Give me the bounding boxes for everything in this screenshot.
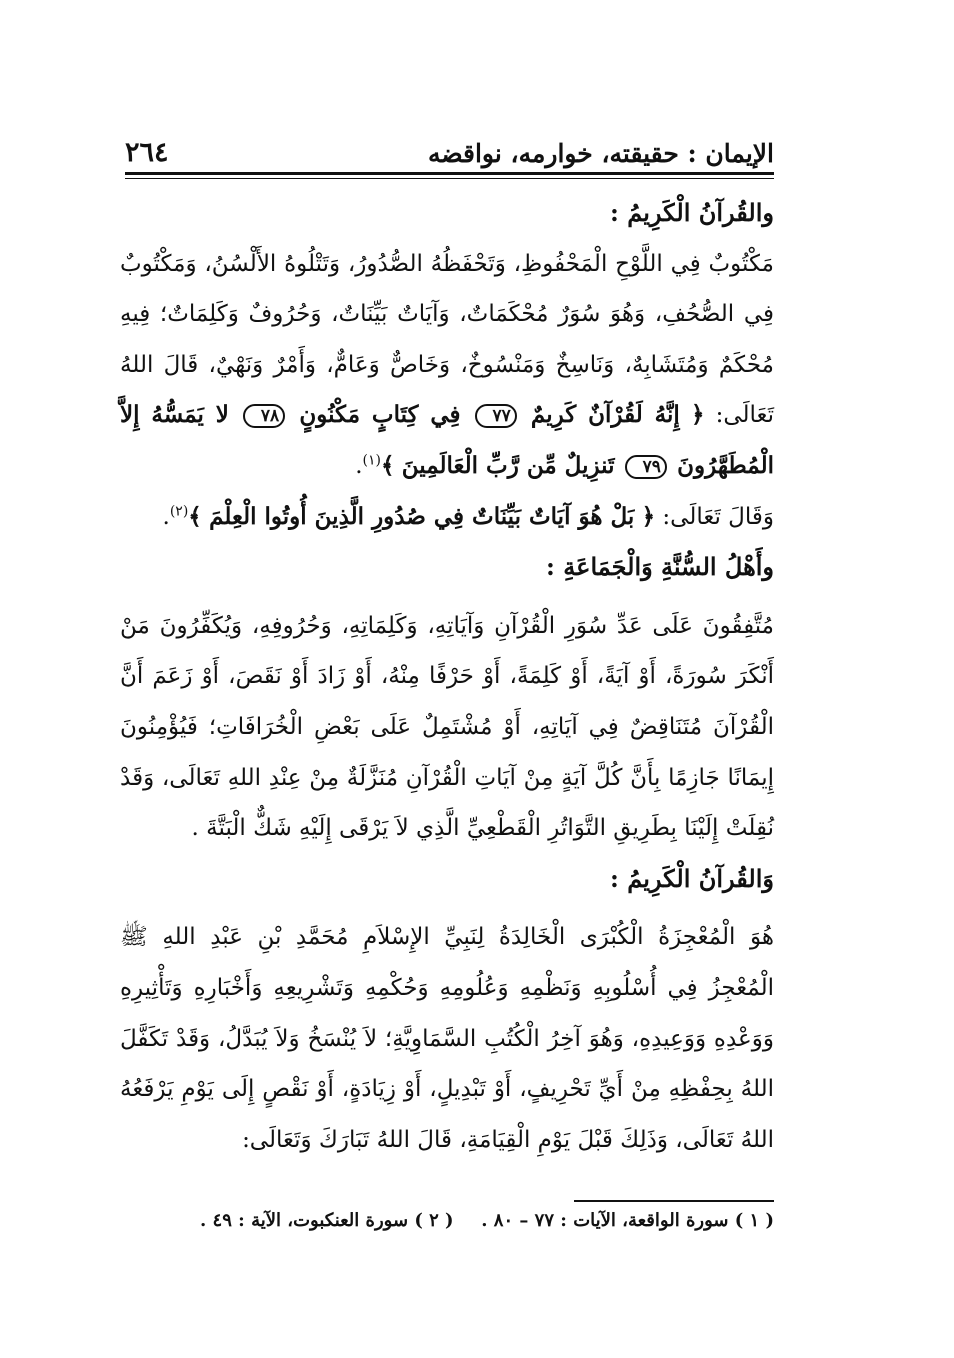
- page-number: ٢٦٤: [125, 137, 169, 168]
- quran-verse-80: تَنزِيلٌ مِّن رَّبِّ الْعَالَمِينَ: [401, 451, 615, 479]
- footnote-divider: [574, 1200, 774, 1202]
- spacer: [120, 904, 774, 912]
- section-heading-quran-2: وَالقُرآنُ الْكَرِيمُ :: [610, 863, 774, 893]
- quote-close-bracket: ﴾: [188, 502, 202, 530]
- quran-verse-78: فِي كِتَابٍ مَكْنُونٍ: [299, 401, 461, 429]
- section-heading-ahl-sunnah: وأَهْلُ السُّنَّةِ وَالْجَمَاعَةِ :: [546, 552, 774, 582]
- verse-number-78: ٧٨: [243, 404, 285, 428]
- paragraph-text: وَقَالَ تَعَالَى:: [662, 503, 774, 530]
- quote-close-bracket: ﴾: [381, 451, 395, 479]
- page-body: [120, 188, 774, 1165]
- quote-open-bracket: ﴿: [641, 502, 656, 530]
- running-header: [125, 126, 774, 175]
- spacer: [120, 593, 774, 601]
- paragraph-ahl-sunnah: مُتَّفِقُونَ عَلَى عَدِّ سُوَرِ الْقُرْآنِ وَآيَاتِهِ، وَكَلِمَاتِهِ، وَحُرُوفِهِ، وَيُكَفِّرُونَ مَنْ أَنْكَرَ سُورَةً، أَوْ آيَةً، أَوْ كَلِمَةً، أَوْ حَرْفًا مِنْهُ، أَوْ زَادَ أَوْ نَقَصَ، أَوْ زَعَمَ أَنَّ الْقُرْآنَ مُتَنَاقِضٌ فِي آيَاتِهِ، أَوْ مُشْتَمِلٌ عَلَى بَعْضِ الْخُرَافَاتِ؛ فَيُؤْمِنُونَ إِيمَانًا جَازِمًا بِأَنَّ كُلَّ آيَةٍ مِنْ آيَاتِ الْقُرْآنِ مُنَزَّلَةٌ مِنْ عِنْدِ اللهِ تَعَالَى، وَقَدْ نُقِلَتْ إِلَيْنَا بِطَرِيقِ التَّوَاتُرِ الْقَطْعِيِّ الَّذِي لاَ يَرْقَى إِلَيْهِ شَكٌّ الْبَتَّةَ .: [120, 612, 774, 842]
- footnote-1: ( ١ ) سورة الواقعة، الآيات : ٧٧ – ٨٠ .: [481, 1210, 774, 1231]
- footnotes: [200, 1210, 774, 1231]
- sentence-end: .: [162, 503, 170, 530]
- verse-number-79: ٧٩: [625, 455, 667, 479]
- verse-number-77: ٧٧: [475, 404, 517, 428]
- paragraph-text: مَكْتُوبٌ فِي اللَّوْحِ الْمَحْفُوظِ، وَتَحْفَظُهُ الصُّدُورُ، وَتَتْلُوهُ الأَلْسُنُ، وَمَكْتُوبٌ فِي الصُّحُفِ، وَهُوَ سُوَرٌ مُحْكَمَاتٌ، وَآيَاتٌ بَيِّنَاتٌ، وَحُرُوفٌ وَكَلِمَاتٌ؛ فِيهِ مُحْكَمٌ وَمُتَشَابِهٌ، وَنَاسِخٌ وَمَنْسُوخٌ، وَخَاصٌّ وَعَامٌّ، وَأَمْرٌ وَنَهْيٌ، قَالَ اللهُ تَعَالَى:: [120, 250, 775, 429]
- quran-verse-77: إِنَّهُ لَقُرْآنٌ كَرِيمٌ: [530, 401, 680, 429]
- header-title: الإيمان : حقيقته، خوارمه، نواقضه: [427, 139, 774, 168]
- footnote-ref-1[interactable]: (١): [362, 452, 381, 469]
- quran-verse-ankabut: بَلْ هُوَ آيَاتٌ بَيِّنَاتٌ فِي صُدُورِ الَّذِينَ أُوتُوا الْعِلْمَ: [209, 502, 635, 530]
- quote-open-bracket: ﴿: [690, 401, 705, 429]
- paragraph-ankabut-quote: [120, 492, 774, 543]
- paragraph-quran-preserved: [120, 239, 774, 492]
- quran-verse-79: لا يَمَسُّهُ إِلاَّ الْمُطَهَّرُونَ: [120, 401, 774, 479]
- footnote-2: ( ٢ ) سورة العنكبوت، الآية : ٤٩ .: [200, 1210, 454, 1231]
- footnote-ref-2[interactable]: (٢): [169, 502, 189, 519]
- paragraph-quran-miracle: هُوَ الْمُعْجِزَةُ الْكُبْرَى الْخَالِدَةُ لِنَبِيِّ الإِسْلاَمِ مُحَمَّدِ بْنِ عَبْدِ اللهِ ﷺ الْمُعْجِزُ فِي أُسْلُوبِهِ وَنَظْمِهِ وَعُلُومِهِ وَحُكْمِهِ وَتَشْرِيعِهِ وَأَخْبَارِهِ وَتَأْثِيرِهِ وَوَعْدِهِ وَوَعِيدِهِ، وَهُوَ آخِرُ الْكُتُبِ السَّمَاوِيَّةِ؛ لاَ يُنْسَخُ وَلاَ يُبَدَّلُ، وَقَدْ تَكَفَّلَ اللهُ بِحِفْظِهِ مِنْ أَيِّ تَحْرِيفٍ، أَوْ تَبْدِيلٍ، أَوْ زِيَادَةٍ، أَوْ نَقْصٍ إِلَى يَوْمِ يَرْفَعُهُ اللهُ تَعَالَى، وَذَلِكَ قَبْلَ يَوْمِ الْقِيَامَةِ، قَالَ اللهُ تَبَارَكَ وَتَعَالَى:: [120, 924, 774, 1153]
- section-heading-quran-1: والقُرآنُ الْكَرِيمُ :: [610, 198, 774, 227]
- sentence-end: .: [355, 452, 363, 479]
